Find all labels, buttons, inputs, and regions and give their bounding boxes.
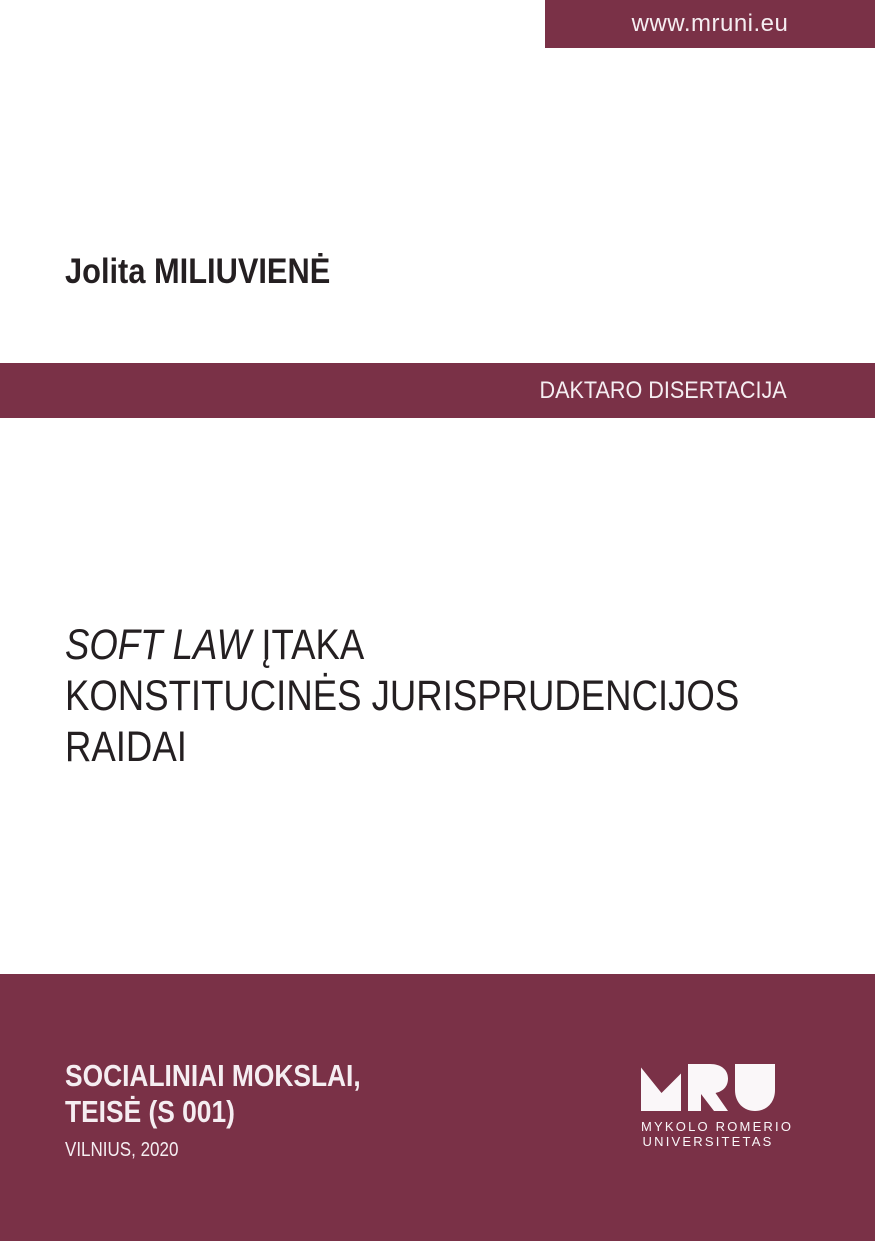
website-banner: [545, 0, 875, 48]
title-line-1: [65, 620, 739, 671]
logo-letter-m-icon: [641, 1064, 681, 1111]
author-name: Jolita MILIUVIENĖ: [65, 252, 331, 291]
science-field-line-1: SOCIALINIAI MOKSLAI,: [65, 1058, 361, 1093]
university-name-line-1: MYKOLO ROMERIO: [641, 1119, 794, 1134]
title-line-1-rest: ĮTAKA: [251, 621, 365, 669]
title-line-3: RAIDAI: [65, 723, 187, 771]
place-year: VILNIUS, 2020: [65, 1139, 179, 1161]
title-line-2: KONSTITUCINĖS JURISPRUDENCIJOS: [65, 672, 740, 720]
logo-letter-u-icon: [735, 1064, 775, 1111]
science-field-block: [65, 1058, 361, 1162]
science-field-line-2: TEISĖ (S 001): [65, 1094, 235, 1129]
title-italic-part: SOFT LAW: [65, 621, 252, 669]
website-url[interactable]: www.mruni.eu: [631, 10, 789, 37]
university-logo: [641, 1064, 794, 1149]
logo-letter-r-icon: [688, 1064, 728, 1111]
dissertation-title: [65, 620, 739, 773]
dissertation-type-label: DAKTARO DISERTACIJA: [539, 376, 787, 404]
footer-block: [0, 974, 875, 1241]
mru-logo-letters: [641, 1064, 775, 1111]
university-name-line-2: UNIVERSITETAS: [642, 1134, 774, 1149]
dissertation-type-band: [0, 363, 875, 418]
science-field: [65, 1058, 361, 1130]
